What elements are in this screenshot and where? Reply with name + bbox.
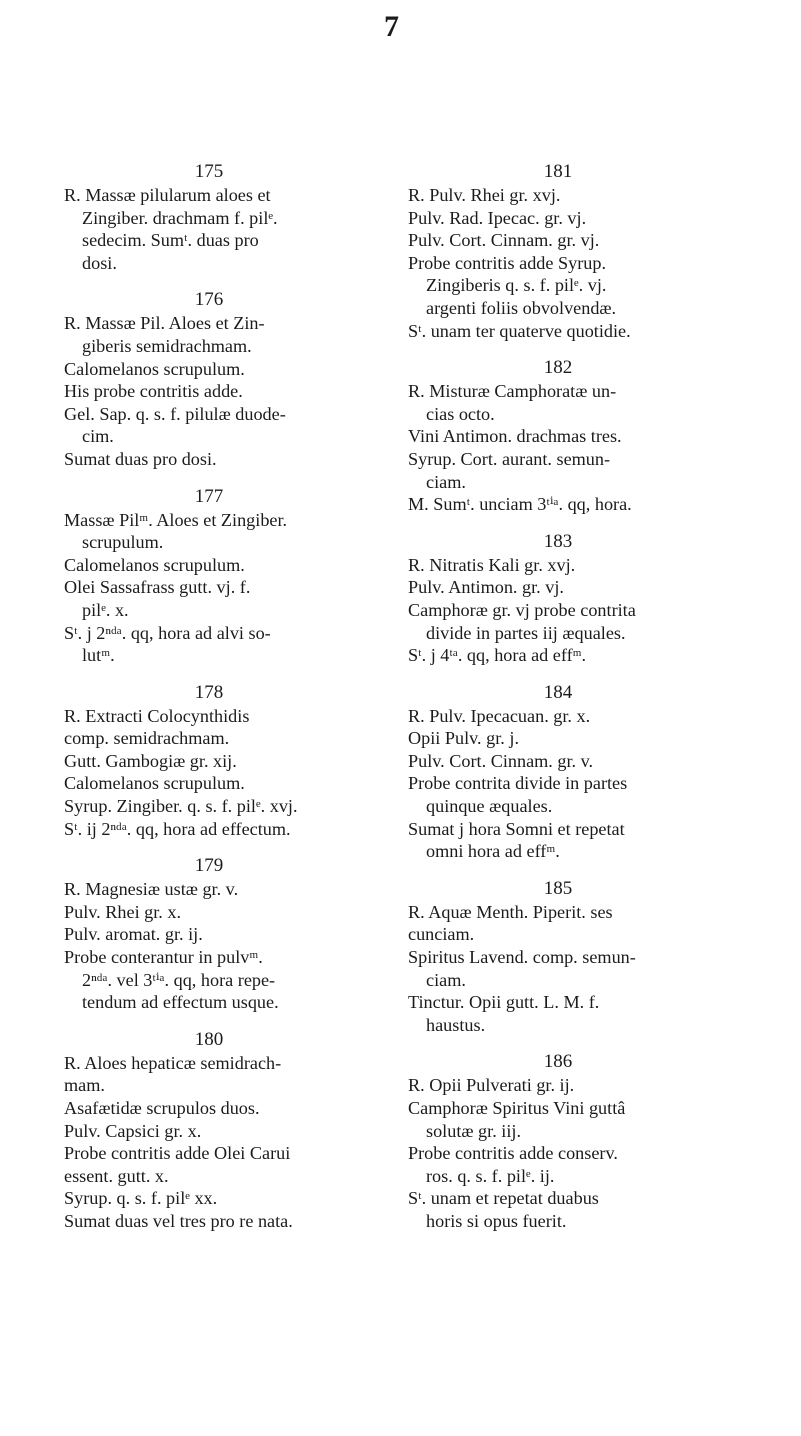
recipe-line: Probe contritis adde conserv. <box>408 1143 618 1164</box>
recipe-line: Pulv. Antimon. gr. vj. <box>408 577 564 598</box>
recipe-gap <box>408 863 708 877</box>
recipe-181 <box>408 160 708 342</box>
recipe-line: Pulv. aromat. gr. ij. <box>64 924 203 945</box>
recipe-line: Camphoræ Spiritus Vini guttâ <box>408 1098 626 1118</box>
recipe-line: Asafætidæ scrupulos duos. <box>64 1098 260 1118</box>
recipe-number: 180 <box>194 1028 224 1050</box>
recipe-gap <box>64 274 354 288</box>
recipe-line: omni hora ad effᵐ. <box>426 841 560 862</box>
recipe-line: Sᵗ. unam ter quaterve quotidie. <box>408 320 631 341</box>
recipe-178 <box>64 681 354 841</box>
recipe-line: cunciam. <box>408 924 475 945</box>
right-column <box>408 160 708 1233</box>
recipe-number: 181 <box>543 161 573 182</box>
recipe-number: 177 <box>194 485 224 507</box>
recipe-gap <box>408 1036 708 1050</box>
recipe-177 <box>64 485 354 667</box>
recipe-line: M. Sumᵗ. unciam 3ᵗⁱᵃ. qq, hora. <box>408 494 632 515</box>
recipe-line: comp. semidrachmam. <box>64 728 230 749</box>
recipe-line: Sumat duas pro dosi. <box>64 448 217 469</box>
recipe-line: R. Nitratis Kali gr. xvj. <box>408 554 576 575</box>
recipe-line: ros. q. s. f. pilᵉ. ij. <box>426 1165 555 1186</box>
recipe-line: Probe contritis adde Olei Carui <box>64 1143 291 1164</box>
recipe-line: Sᵗ. j 4ᵗᵃ. qq, hora ad effᵐ. <box>408 645 587 666</box>
recipe-line: R. Extracti Colocynthidis <box>64 705 250 726</box>
recipe-line: Syrup. Cort. aurant. semun- <box>408 448 611 469</box>
recipe-line: cias octo. <box>426 403 495 424</box>
page-number: 7 <box>384 10 399 43</box>
recipe-line: haustus. <box>426 1014 486 1035</box>
recipe-line: Gel. Sap. q. s. f. pilulæ duode- <box>64 403 286 424</box>
recipe-line: R. Massæ Pil. Aloes et Zin- <box>64 313 265 334</box>
recipe-line: Pulv. Capsici gr. x. <box>64 1120 202 1141</box>
recipe-line: Sumat duas vel tres pro re nata. <box>64 1210 293 1231</box>
recipe-line: Pulv. Cort. Cinnam. gr. vj. <box>408 230 600 251</box>
recipe-line: scrupulum. <box>82 532 164 553</box>
recipe-line: mam. <box>64 1075 105 1096</box>
recipe-gap <box>408 516 708 530</box>
recipe-gap <box>408 667 708 681</box>
recipe-184 <box>408 681 708 863</box>
recipe-line: quinque æquales. <box>426 796 553 817</box>
recipe-line: Sumat j hora Somni et repetat <box>408 818 625 839</box>
recipe-line: Probe conterantur in pulvᵐ. <box>64 947 263 968</box>
recipe-number: 176 <box>194 289 224 311</box>
recipe-line: Pulv. Rad. Ipecac. gr. vj. <box>408 207 587 228</box>
recipe-line: 2ⁿᵈᵃ. vel 3ᵗⁱᵃ. qq, hora repe- <box>82 969 276 990</box>
recipe-line: Camphoræ gr. vj probe contrita <box>408 599 636 620</box>
recipe-176 <box>64 288 354 470</box>
recipe-line: ciam. <box>426 471 466 492</box>
recipe-line: Syrup. q. s. f. pilᵉ xx. <box>64 1188 218 1209</box>
recipe-line: Sᵗ. j 2ⁿᵈᵃ. qq, hora ad alvi so- <box>64 622 271 643</box>
recipe-number: 186 <box>543 1051 573 1073</box>
recipe-line: Gutt. Gambogiæ gr. xij. <box>64 750 237 771</box>
recipe-line: essent. gutt. x. <box>64 1165 169 1186</box>
recipe-line: sedecim. Sumᵗ. duas pro <box>82 230 259 251</box>
recipe-line: Syrup. Zingiber. q. s. f. pilᵉ. xvj. <box>64 796 298 817</box>
left-column <box>64 160 354 1233</box>
recipe-182 <box>408 356 708 516</box>
recipe-186 <box>408 1050 708 1232</box>
recipe-line: Spiritus Lavend. comp. semun- <box>408 947 636 968</box>
recipe-gap <box>408 342 708 356</box>
recipe-line: Tinctur. Opii gutt. L. M. f. <box>408 992 600 1013</box>
recipe-line: pilᵉ. x. <box>82 599 129 620</box>
recipe-number: 183 <box>543 530 573 552</box>
recipe-line: R. Pulv. Ipecacuan. gr. x. <box>408 705 591 726</box>
recipe-line: horis si opus fuerit. <box>426 1210 567 1231</box>
recipe-line: lutᵐ. <box>82 645 115 666</box>
recipe-line: solutæ gr. iij. <box>426 1120 521 1141</box>
recipe-number: 178 <box>194 681 224 703</box>
recipe-number: 185 <box>543 877 573 899</box>
recipe-line: Probe contrita divide in partes <box>408 773 628 794</box>
recipe-line: Calomelanos scrupulum. <box>64 773 245 794</box>
recipe-line: Pulv. Cort. Cinnam. gr. v. <box>408 750 594 771</box>
recipe-number: 179 <box>194 855 224 877</box>
recipe-line: R. Massæ pilularum aloes et <box>64 185 271 205</box>
recipe-line: His probe contritis adde. <box>64 381 243 402</box>
recipe-line: Olei Sassafrass gutt. vj. f. <box>64 577 251 598</box>
recipe-180 <box>64 1028 354 1233</box>
recipe-line: R. Pulv. Rhei gr. xvj. <box>408 185 561 205</box>
recipe-line: Vini Antimon. drachmas tres. <box>408 426 622 447</box>
recipe-number: 182 <box>543 357 573 379</box>
recipe-gap <box>64 471 354 485</box>
recipe-line: R. Misturæ Camphoratæ un- <box>408 381 617 402</box>
recipe-gap <box>64 1014 354 1028</box>
recipe-line: R. Aloes hepaticæ semidrach- <box>64 1052 282 1073</box>
recipe-line: Zingiberis q. s. f. pilᵉ. vj. <box>426 275 607 296</box>
recipe-line: Pulv. Rhei gr. x. <box>64 901 182 922</box>
recipe-line: Zingiber. drachmam f. pilᵉ. <box>82 207 278 228</box>
recipe-line: R. Aquæ Menth. Piperit. ses <box>408 901 613 922</box>
recipe-183 <box>408 530 708 667</box>
recipe-line: dosi. <box>82 252 117 273</box>
recipe-185 <box>408 877 708 1037</box>
recipe-number: 175 <box>194 161 224 182</box>
recipe-line: tendum ad effectum usque. <box>82 992 279 1013</box>
recipe-179 <box>64 854 354 1014</box>
recipe-line: R. Magnesiæ ustæ gr. v. <box>64 879 239 900</box>
recipe-line: Calomelanos scrupulum. <box>64 358 245 379</box>
recipe-line: Massæ Pilᵐ. Aloes et Zingiber. <box>64 509 288 530</box>
recipe-line: cim. <box>82 426 114 447</box>
recipe-line: ciam. <box>426 969 466 990</box>
recipe-line: Calomelanos scrupulum. <box>64 554 245 575</box>
recipe-line: Opii Pulv. gr. j. <box>408 728 519 749</box>
recipe-gap <box>64 667 354 681</box>
recipe-number: 184 <box>543 681 573 703</box>
recipe-175 <box>64 160 354 274</box>
recipe-line: R. Opii Pulverati gr. ij. <box>408 1075 575 1096</box>
recipe-line: divide in partes iij æquales. <box>426 622 626 643</box>
recipe-gap <box>64 840 354 854</box>
recipe-line: Sᵗ. unam et repetat duabus <box>408 1188 599 1209</box>
recipe-line: Probe contritis adde Syrup. <box>408 252 607 273</box>
recipe-line: giberis semidrachmam. <box>82 335 252 356</box>
recipe-line: argenti foliis obvolvendæ. <box>426 297 617 318</box>
recipe-line: Sᵗ. ij 2ⁿᵈᵃ. qq, hora ad effectum. <box>64 818 291 839</box>
